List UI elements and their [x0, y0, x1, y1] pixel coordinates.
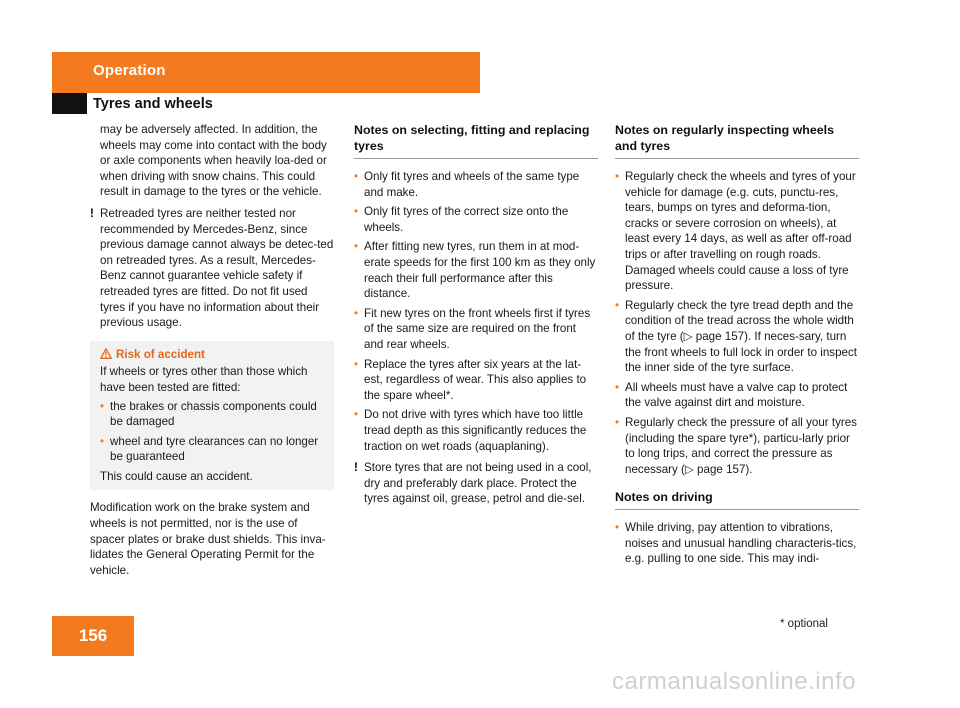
list-item: • Fit new tyres on the front wheels first if tyres of the same size are required on the front and rear wheels. — [354, 306, 598, 353]
notice-retreaded-tyres — [90, 206, 334, 331]
section-marker — [52, 93, 87, 114]
closing-paragraph: Modification work on the brake system and wheels is not permitted, nor is the use of spacer plates or brake dust shields. This inva-lidates the General Operating Permit for the vehicle. — [90, 501, 326, 577]
warning-closing: This could cause an accident. — [100, 469, 253, 483]
heading-inspecting-wheels: Notes on regularly inspecting wheels and tyres — [615, 122, 859, 159]
warning-bullet: • wheel and tyre clearances can no longer be guaranteed — [100, 434, 326, 465]
list-item: • After fitting new tyres, run them in at mod-erate speeds for the first 100 km as they only reach their full performance after this distance. — [354, 239, 598, 301]
page-number: 156 — [78, 626, 108, 645]
list-item: • Do not drive with tyres which have too little tread depth as this significantly reduces the traction on wet roads (aquaplaning). — [354, 407, 598, 454]
notice-text: Store tyres that are not being used in a cool, dry and preferably dark place. Protect the tyres against oil, grease, petrol and die-sel. — [364, 461, 592, 506]
inspecting-wheels-list — [615, 169, 859, 477]
warning-bullet: • the brakes or chassis components could be damaged — [100, 399, 326, 430]
list-item: • Regularly check the wheels and tyres of your vehicle for damage (e.g. cuts, punctu-res, tears, bumps on tyres and deforma-tion, cracks or severe corrosion on wheels), at least every 14 days, as well as after off-road trips or after travelling on rough roads. Damaged wheels could cause a loss of tyre pressure. — [615, 169, 859, 294]
intro-paragraph: may be adversely affected. In addition, the wheels may come into contact with the body or axle components when heavily loa-ded or when driving with snow chains. This could result in damage to the tyres or the vehicle. — [100, 123, 327, 199]
list-item: • Only fit tyres and wheels of the same type and make. — [354, 169, 598, 200]
chapter-title: Operation — [93, 62, 166, 79]
list-item: • All wheels must have a valve cap to protect the valve against dirt and moisture. — [615, 380, 859, 411]
driving-list — [615, 520, 859, 567]
notice-tyre-storage — [354, 460, 598, 507]
footnote-optional: * optional — [780, 618, 828, 630]
column-1 — [90, 122, 334, 584]
warning-box — [90, 341, 334, 491]
notice-text: Retreaded tyres are neither tested nor recommended by Mercedes-Benz, since previous damage cannot always be detec-ted on retreaded tyres. As a result, Mercedes-Benz cannot guarantee vehicle safety if retreaded tyres are fitted. Do not fit used tyres if you have no information about their previous usage. — [100, 206, 334, 330]
warning-triangle-icon — [100, 348, 112, 359]
heading-selecting-tyres: Notes on selecting, fitting and replacing tyres — [354, 122, 598, 159]
heading-driving: Notes on driving — [615, 489, 859, 510]
notice-icon: ! — [354, 461, 358, 475]
warning-lead: If wheels or tyres other than those which have been tested are fitted: — [100, 365, 308, 394]
column-2 — [354, 122, 598, 513]
warning-title: Risk of accident — [116, 347, 205, 361]
list-item: • While driving, pay attention to vibrations, noises and unusual handling characteris-tics, e.g. pulling to one side. This may indi- — [615, 520, 859, 567]
column-3 — [615, 122, 859, 573]
notice-icon: ! — [90, 206, 94, 220]
warning-header — [100, 347, 326, 363]
selecting-tyres-list — [354, 169, 598, 454]
watermark: carmanualsonline.info — [612, 668, 856, 695]
section-title: Tyres and wheels — [93, 96, 213, 112]
list-item: • Regularly check the tyre tread depth and the condition of the tread across the whole width of the tyre (▷ page 157). If neces-sary, turn the front wheels to full lock in order to inspect the inner side of the tyre surface. — [615, 298, 859, 376]
list-item: • Replace the tyres after six years at the lat-est, regardless of wear. This also applies to the spare wheel*. — [354, 357, 598, 404]
list-item: • Regularly check the pressure of all your tyres (including the spare tyre*), particu-larly prior to long trips, and correct the pressure as necessary (▷ page 157). — [615, 415, 859, 477]
list-item: • Only fit tyres of the correct size onto the wheels. — [354, 204, 598, 235]
warning-list — [100, 399, 326, 465]
